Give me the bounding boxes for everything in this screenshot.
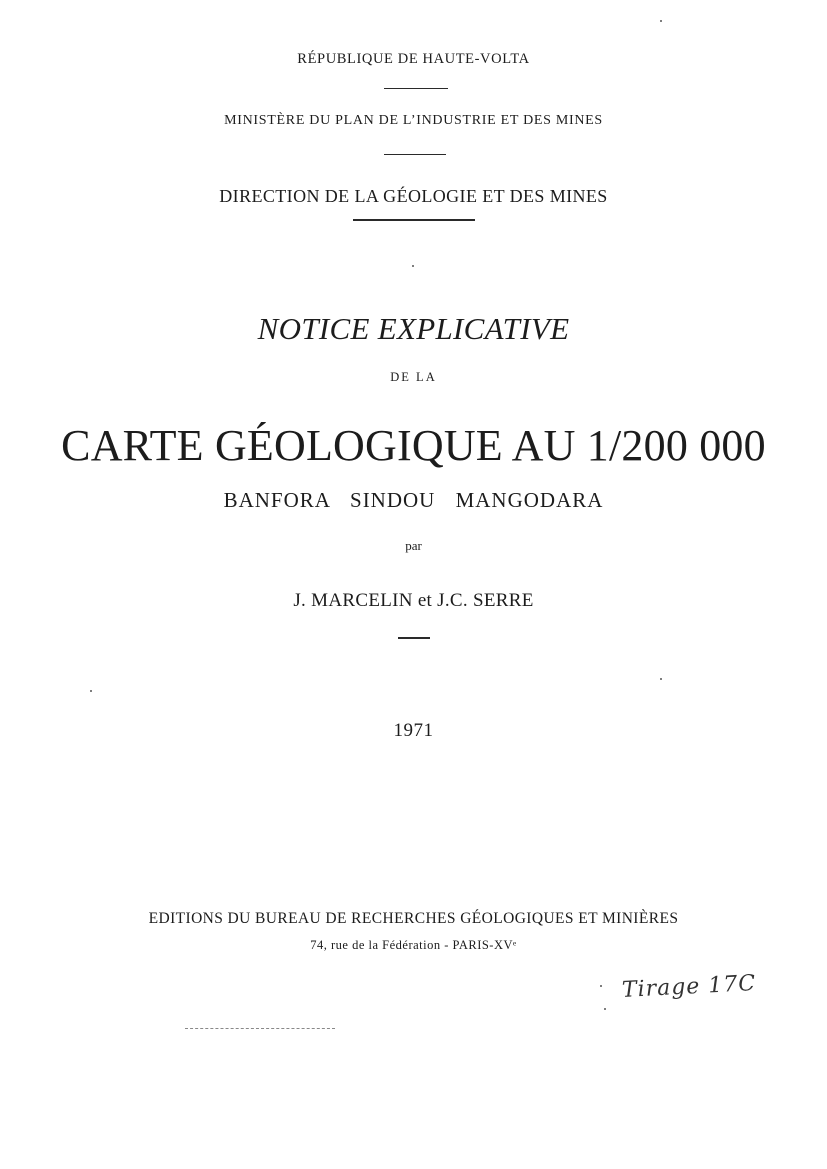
scan-speck [604, 1008, 606, 1010]
places-subtitle: BANFORA SINDOU MANGODARA [223, 488, 604, 512]
scan-speck [660, 678, 662, 680]
scan-artifact [185, 1028, 335, 1029]
publication-year: 1971 [393, 720, 434, 741]
handwritten-note: Tirage 17C [621, 970, 757, 1003]
republic-heading: RÉPUBLIQUE DE HAUTE-VOLTA [297, 51, 530, 67]
publisher-address: 74, rue de la Fédération - PARIS-XVᵉ [310, 938, 517, 952]
divider-authors [398, 637, 430, 639]
notice-title: NOTICE EXPLICATIVE [257, 311, 570, 346]
divider-republic [384, 88, 448, 89]
scan-speck [600, 985, 602, 987]
connector-text: DE LA [390, 370, 437, 384]
direction-heading: DIRECTION DE LA GÉOLOGIE ET DES MINES [219, 186, 608, 206]
authors: J. MARCELIN et J.C. SERRE [293, 590, 534, 611]
scan-speck [90, 690, 92, 692]
divider-direction [353, 219, 475, 221]
by-label: par [405, 538, 422, 553]
ministry-heading: MINISTÈRE DU PLAN DE L’INDUSTRIE ET DES MINES [224, 113, 603, 128]
divider-ministry [384, 154, 446, 155]
main-title: CARTE GÉOLOGIQUE AU 1/200 000 [61, 421, 766, 470]
publisher-name: EDITIONS DU BUREAU DE RECHERCHES GÉOLOGIQUES ET MINIÈRES [148, 910, 679, 927]
scan-speck [660, 20, 662, 22]
scan-speck [412, 265, 414, 267]
